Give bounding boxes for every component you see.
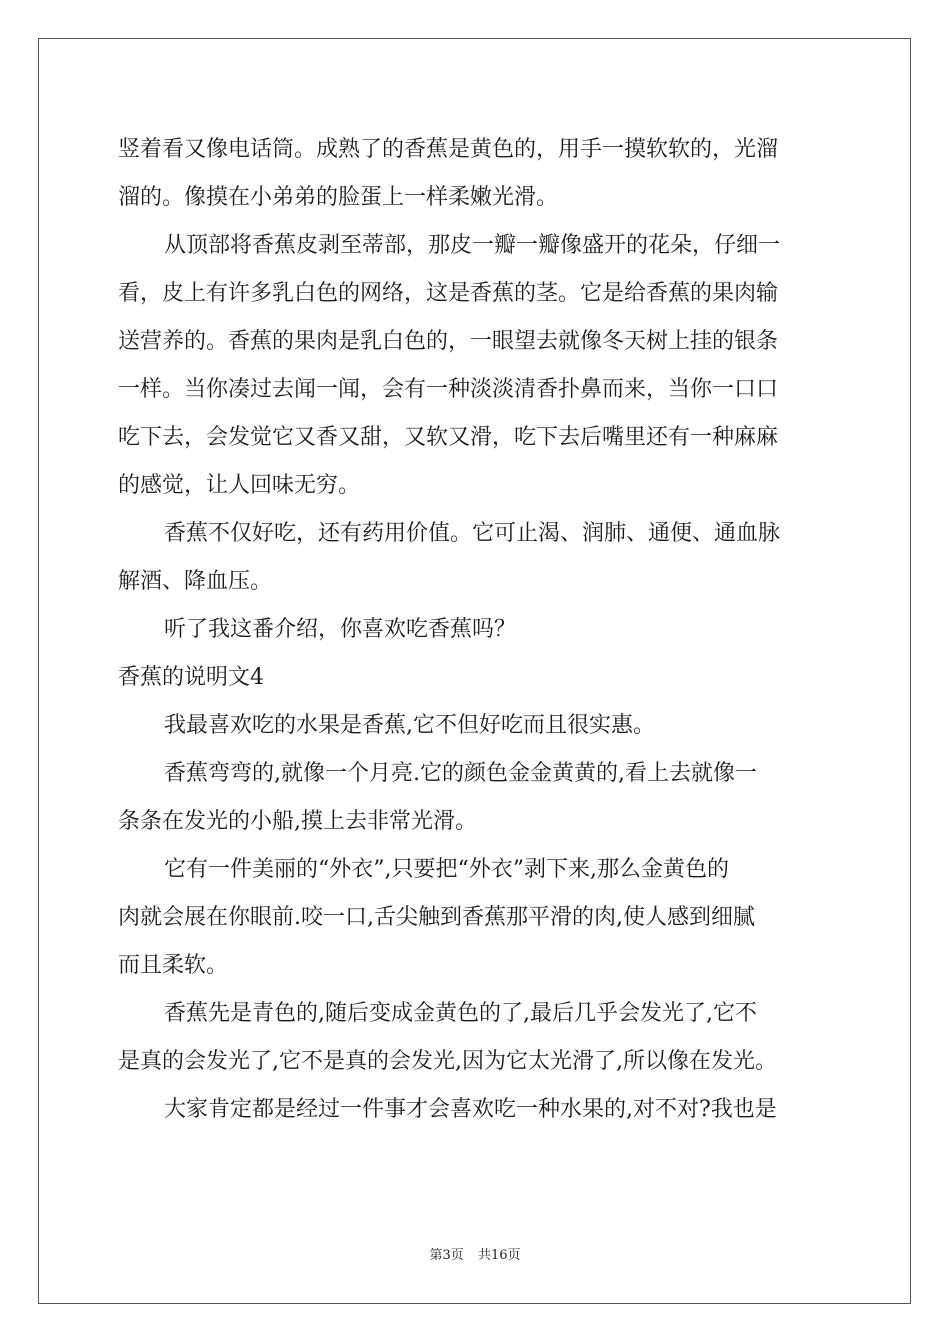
text-line: 竖着看又像电话筒。成熟了的香蕉是黄色的，用手一摸软软的，光溜	[118, 137, 779, 162]
paragraph-start: 香蕉先是青色的,随后变成金黄色的了,最后几乎会发光了,它不	[164, 1001, 757, 1026]
text-line: 吃下去，会发觉它又香又甜，又软又滑，吃下去后嘴里还有一种麻麻	[118, 425, 779, 450]
page-number: 第3页	[429, 1248, 464, 1263]
text-line: 是真的会发光了,它不是真的会发光,因为它太光滑了,所以像在发光。	[118, 1049, 777, 1074]
paragraph-start: 香蕉弯弯的,就像一个月亮.它的颜色金金黄黄的,看上去就像一	[164, 761, 757, 786]
page-total: 共16页	[477, 1248, 521, 1263]
text-line: 看，皮上有许多乳白色的网络，这是香蕉的茎。它是给香蕉的果肉输	[118, 281, 779, 306]
paragraph-start: 我最喜欢吃的水果是香蕉,它不但好吃而且很实惠。	[164, 713, 655, 738]
paragraph-start: 听了我这番介绍，你喜欢吃香蕉吗？	[164, 617, 517, 642]
section-heading: 香蕉的说明文4	[118, 665, 264, 690]
text-line: 溜的。像摸在小弟弟的脸蛋上一样柔嫩光滑。	[118, 185, 559, 210]
paragraph-start: 从顶部将香蕉皮剥至蒂部，那皮一瓣一瓣像盛开的花朵，仔细一	[164, 233, 781, 258]
paragraph-start: 大家肯定都是经过一件事才会喜欢吃一种水果的,对不对?我也是	[164, 1097, 777, 1122]
paragraph-start: 它有一件美丽的“外衣”,只要把“外衣”剥下来,那么金黄色的	[164, 857, 729, 882]
text-line: 而且柔软。	[118, 953, 229, 978]
text-line: 条条在发光的小船,摸上去非常光滑。	[118, 809, 477, 834]
paragraph-start: 香蕉不仅好吃，还有药用价值。它可止渴、润肺、通便、通血脉	[164, 521, 781, 546]
text-line: 的感觉，让人回味无穷。	[118, 473, 361, 498]
document-body	[118, 126, 834, 1134]
text-line: 解酒、降血压。	[118, 569, 273, 594]
text-line: 肉就会展在你眼前.咬一口,舌尖触到香蕉那平滑的肉,使人感到细腻	[118, 905, 755, 930]
text-line: 送营养的。香蕉的果肉是乳白色的，一眼望去就像冬天树上挂的银条	[118, 329, 779, 354]
text-line: 一样。当你凑过去闻一闻，会有一种淡淡清香扑鼻而来，当你一口口	[118, 377, 779, 402]
page-footer	[0, 1244, 950, 1263]
